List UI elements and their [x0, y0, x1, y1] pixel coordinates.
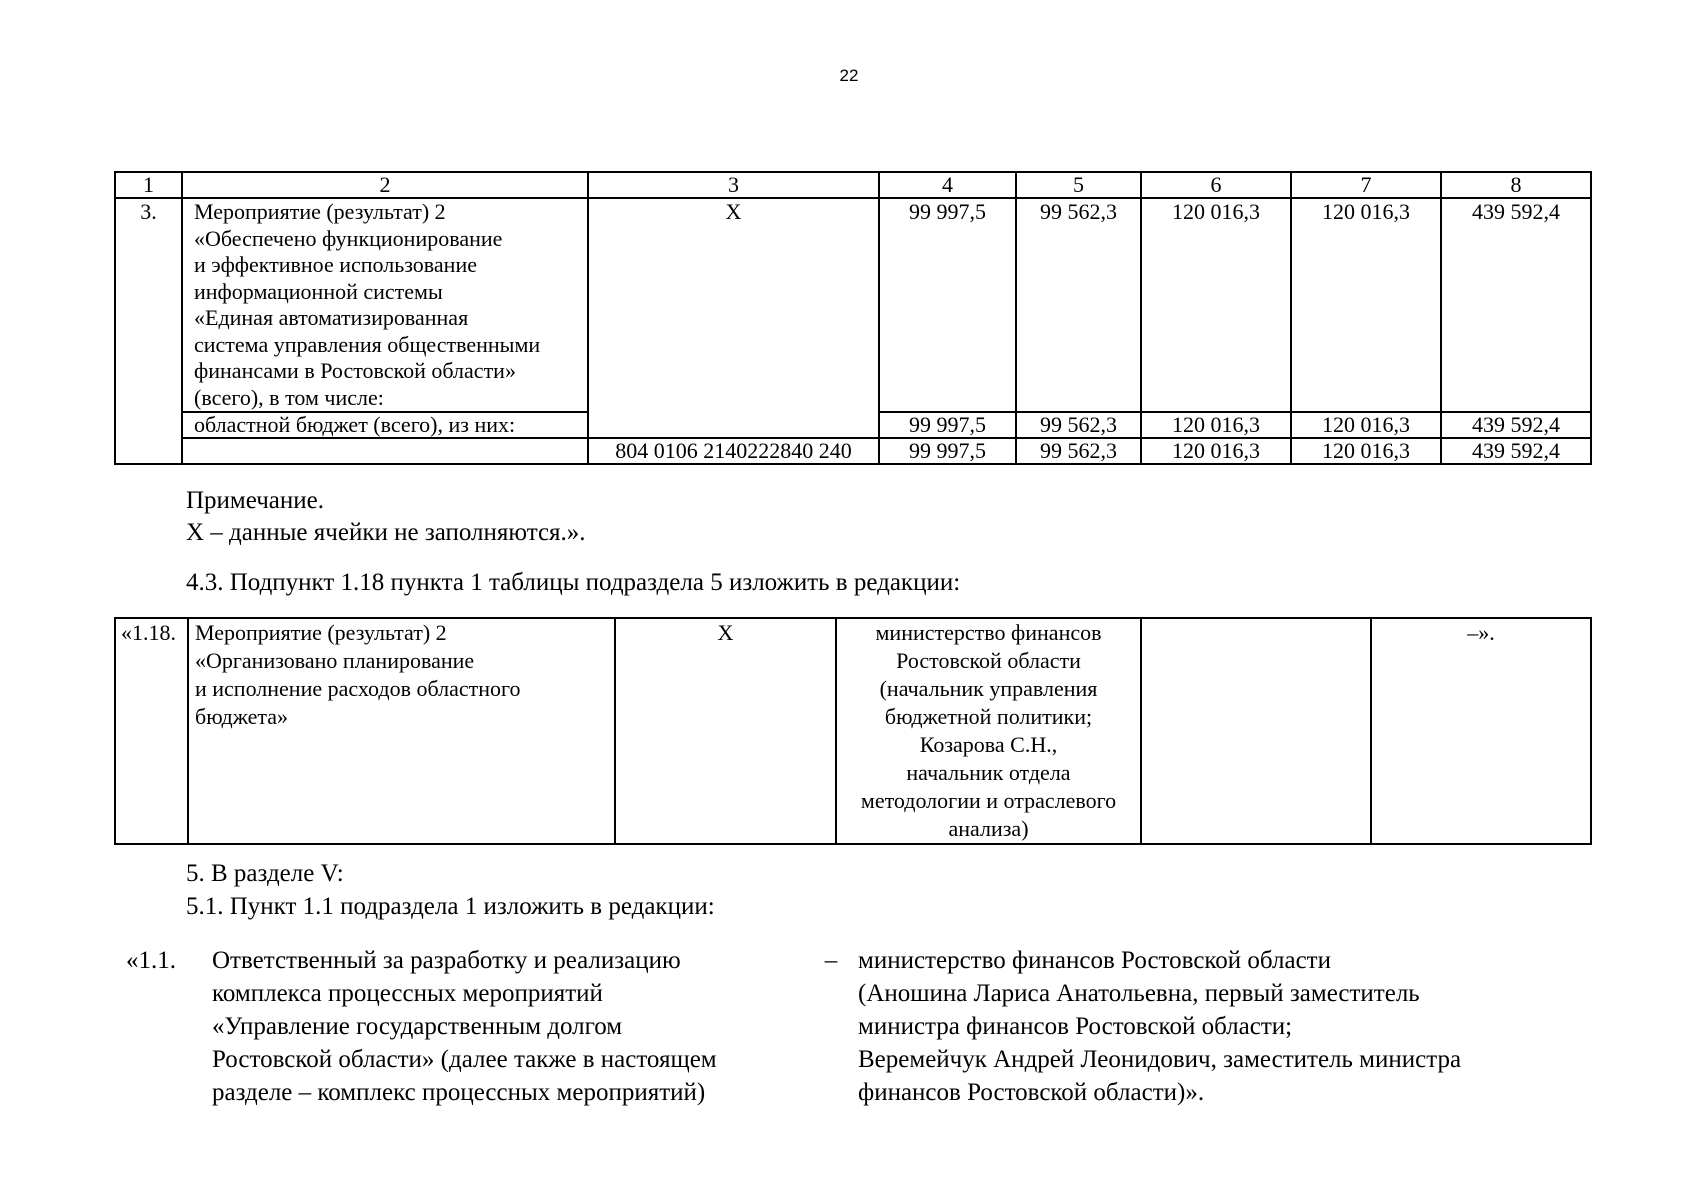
item-number: «1.1. — [126, 947, 176, 974]
description-line: система управления общественными — [194, 331, 541, 357]
table-row — [115, 198, 1591, 412]
header-cell: 7 — [1291, 172, 1441, 198]
responsible-cell — [836, 618, 1141, 844]
value-cell: 120 016,3 — [1291, 438, 1441, 464]
header-cell: 4 — [879, 172, 1016, 198]
responsible-line: Веремейчук Андрей Леонидович, заместитель министра — [858, 1046, 1462, 1073]
row-description — [182, 438, 588, 464]
code-cell: Х — [615, 618, 836, 844]
responsible-line: начальник отдела — [906, 760, 1071, 785]
value-cell: 99 562,3 — [1016, 198, 1141, 412]
responsible-line: (Аношина Лариса Анатольевна, первый заместитель — [858, 980, 1420, 1007]
description-line: «Единая автоматизированная — [194, 305, 469, 330]
item-dash: – — [824, 947, 838, 974]
description-line: финансами в Ростовской области» — [194, 358, 516, 383]
closing-cell: –». — [1371, 618, 1591, 844]
subject-line: «Управление государственным долгом — [212, 1013, 623, 1040]
value-cell: 120 016,3 — [1141, 198, 1291, 412]
budget-table — [114, 171, 1592, 465]
paragraph-5: 5. В разделе V: — [186, 860, 344, 887]
header-cell: 8 — [1441, 172, 1591, 198]
row-number: 3. — [115, 198, 182, 464]
subject-line: Ростовской области» (далее также в настоящем — [212, 1046, 717, 1073]
row-number: «1.18. — [115, 618, 188, 844]
row-description — [188, 618, 615, 844]
description-line: (всего), в том числе: — [194, 384, 384, 410]
value-cell: 99 562,3 — [1016, 412, 1141, 438]
description-line: информационной системы — [194, 278, 443, 304]
page-number: 22 — [839, 66, 859, 85]
header-cell: 2 — [182, 172, 588, 198]
description-line: и эффективное использование — [194, 252, 477, 277]
subject-line: разделе – комплекс процессных мероприятий) — [212, 1079, 706, 1106]
paragraph-4-3: 4.3. Подпункт 1.18 пункта 1 таблицы подраздела 5 изложить в редакции: — [186, 569, 961, 596]
value-cell: 439 592,4 — [1441, 198, 1591, 412]
value-cell: 99 997,5 — [879, 438, 1016, 464]
description-line: Мероприятие (результат) 2 — [194, 199, 446, 224]
subject-line: Ответственный за разработку и реализацию — [212, 947, 681, 974]
responsible-line: бюджетной политики; — [884, 704, 1093, 729]
table-row — [115, 618, 1591, 844]
note-title: Примечание. — [186, 487, 325, 514]
responsible-line: анализа) — [948, 816, 1029, 841]
measure-table — [114, 617, 1592, 845]
value-cell: 99 997,5 — [879, 198, 1016, 412]
responsible-line: Ростовской области — [896, 648, 1081, 673]
budget-code-cell: 804 0106 2140222840 240 — [588, 438, 879, 464]
header-cell: 5 — [1016, 172, 1141, 198]
item-responsible — [858, 944, 1578, 1109]
value-cell: 120 016,3 — [1141, 412, 1291, 438]
value-cell: 120 016,3 — [1141, 438, 1291, 464]
responsible-line: (начальник управления — [879, 676, 1098, 701]
header-cell: 1 — [115, 172, 182, 198]
description-line: «Организовано планирование — [195, 648, 475, 673]
value-cell: 99 997,5 — [879, 412, 1016, 438]
description-line: бюджета» — [195, 704, 289, 729]
paragraph-5-1: 5.1. Пункт 1.1 подраздела 1 изложить в редакции: — [186, 893, 715, 920]
description-line: Мероприятие (результат) 2 — [195, 620, 447, 645]
value-cell: 120 016,3 — [1291, 412, 1441, 438]
value-cell: 99 562,3 — [1016, 438, 1141, 464]
value-cell: 439 592,4 — [1441, 438, 1591, 464]
item-subject — [212, 944, 812, 1109]
budget-code-cell: Х — [588, 198, 879, 438]
responsible-line: министерство финансов — [875, 620, 1102, 645]
table-row — [115, 438, 1591, 464]
row-description — [182, 198, 588, 412]
description-line: «Обеспечено функционирование — [194, 225, 503, 251]
responsible-line: Козарова С.Н., — [919, 732, 1058, 757]
header-cell: 3 — [588, 172, 879, 198]
subject-line: комплекса процессных мероприятий — [212, 980, 603, 1007]
value-cell: 439 592,4 — [1441, 412, 1591, 438]
value-cell: 120 016,3 — [1291, 198, 1441, 412]
row-description: областной бюджет (всего), из них: — [182, 412, 588, 438]
table-header-row — [115, 172, 1591, 198]
responsible-line: министра финансов Ростовской области; — [858, 1013, 1293, 1040]
responsible-line: финансов Ростовской области)». — [858, 1079, 1205, 1106]
empty-cell — [1141, 618, 1371, 844]
description-line: и исполнение расходов областного — [195, 676, 521, 701]
header-cell: 6 — [1141, 172, 1291, 198]
responsible-line: министерство финансов Ростовской области — [858, 947, 1331, 974]
note-text: Х – данные ячейки не заполняются.». — [186, 519, 586, 546]
responsible-line: методологии и отраслевого — [860, 788, 1117, 813]
